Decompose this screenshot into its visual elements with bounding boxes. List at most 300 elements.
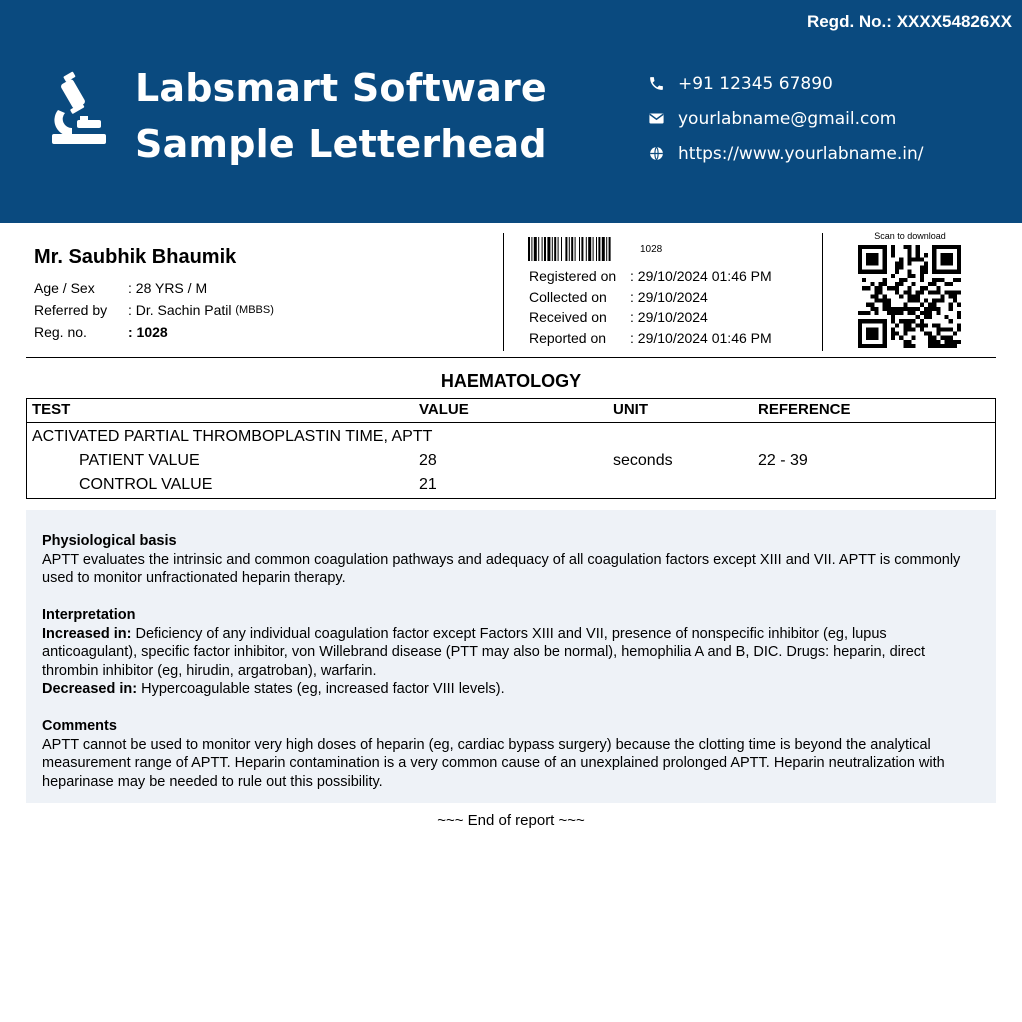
- qr-module: [899, 319, 903, 323]
- row-reference: 22 - 39: [758, 452, 808, 469]
- qr-module: [887, 303, 891, 307]
- qr-module: [907, 323, 911, 327]
- decreased-text: Hypercoagulable states (eg, increased factor VIII levels).: [137, 681, 505, 697]
- qr-module: [907, 344, 911, 348]
- qr-module: [899, 307, 903, 311]
- qr-module: [903, 327, 907, 331]
- qr-module: [907, 286, 911, 290]
- collected-label: Collected on: [529, 288, 607, 305]
- qr-module: [949, 290, 953, 294]
- age-sex-label: Age / Sex: [34, 280, 95, 296]
- qr-module: [936, 340, 940, 344]
- reg-row: [34, 321, 274, 343]
- qr-module: [903, 344, 907, 348]
- qr-module: [862, 311, 866, 315]
- qr-module: [903, 319, 907, 323]
- qr-module: [949, 319, 953, 323]
- qr-module: [874, 311, 878, 315]
- qr-module: [920, 257, 924, 261]
- qr-module: [949, 282, 953, 286]
- qr-module: [945, 336, 949, 340]
- qr-module: [907, 307, 911, 311]
- qr-module: [895, 323, 899, 327]
- qr-module: [953, 299, 957, 303]
- registered-value: : 29/10/2024 01:46 PM: [630, 268, 772, 285]
- qr-module: [912, 257, 916, 261]
- qr-module: [916, 315, 920, 319]
- barcode-bar: [579, 237, 580, 261]
- qr-module: [891, 315, 895, 319]
- increased-label: Increased in:: [42, 625, 132, 642]
- qr-module: [891, 336, 895, 340]
- qr-module: [932, 303, 936, 307]
- qr-module: [920, 290, 924, 294]
- qr-module: [903, 290, 907, 294]
- barcode-bar: [561, 237, 562, 261]
- referred-label: Referred by: [34, 302, 108, 318]
- qr-module: [945, 327, 949, 331]
- qr-finder: [866, 327, 878, 339]
- qr-module: [940, 336, 944, 340]
- qr-module: [920, 278, 924, 282]
- referred-degree: (MBBS): [235, 304, 274, 316]
- qr-module: [895, 290, 899, 294]
- qr-module: [936, 290, 940, 294]
- barcode-bar: [586, 237, 587, 261]
- row-test: PATIENT VALUE: [79, 452, 200, 469]
- qr-module: [883, 294, 887, 298]
- qr-module: [928, 340, 932, 344]
- qr-module: [907, 299, 911, 303]
- increased-text: Deficiency of any individual coagulation factor except Factors XIII and VII, presence of nonspecific inhibitor (eg, lupus anticoagulant), specific factor inhibitor, von Willebrand disease (PTT may also be normal), hemophilia A and B, DIC. Drugs: heparin, direct thrombin inhibitor (eg, hirudin, argatroban), warfarin.: [42, 625, 926, 679]
- qr-module: [903, 332, 907, 336]
- received-value: : 29/10/2024: [630, 309, 708, 326]
- barcode-bar: [528, 237, 530, 261]
- qr-module: [932, 278, 936, 282]
- qr-module: [928, 311, 932, 315]
- barcode-bar: [558, 237, 559, 261]
- qr-module: [928, 307, 932, 311]
- barcode-bar: [593, 237, 594, 261]
- qr-module: [899, 261, 903, 265]
- qr-module: [924, 266, 928, 270]
- qr-code-image[interactable]: [858, 245, 961, 348]
- qr-module: [907, 261, 911, 265]
- qr-module: [928, 336, 932, 340]
- qr-finder: [932, 270, 961, 274]
- qr-module: [949, 307, 953, 311]
- qr-module: [916, 253, 920, 257]
- report-dates: [529, 266, 772, 348]
- qr-module: [953, 278, 957, 282]
- qr-module: [945, 315, 949, 319]
- registered-row: [529, 266, 772, 287]
- registered-label: Registered on: [529, 268, 617, 285]
- qr-module: [903, 340, 907, 344]
- qr-module: [883, 307, 887, 311]
- barcode-bar: [598, 237, 600, 261]
- test-group-name: ACTIVATED PARTIAL THROMBOPLASTIN TIME, APTT: [32, 428, 433, 445]
- microscope-icon: [50, 70, 108, 146]
- qr-module: [957, 340, 961, 344]
- qr-module: [879, 282, 883, 286]
- barcode-bar: [534, 237, 537, 261]
- barcode-bar: [571, 237, 573, 261]
- qr-module: [895, 266, 899, 270]
- qr-module: [912, 282, 916, 286]
- qr-module: [957, 278, 961, 282]
- qr-finder: [940, 253, 952, 265]
- increased-paragraph: [42, 625, 980, 681]
- contact-phone: [648, 66, 924, 101]
- reported-value: : 29/10/2024 01:46 PM: [630, 329, 772, 346]
- collected-value: : 29/10/2024: [630, 288, 708, 305]
- contact-website: [648, 136, 924, 171]
- lab-title: [135, 60, 547, 172]
- qr-module: [891, 327, 895, 331]
- qr-module: [907, 311, 911, 315]
- qr-module: [920, 303, 924, 307]
- qr-module: [940, 327, 944, 331]
- qr-module: [912, 327, 916, 331]
- qr-module: [924, 307, 928, 311]
- referred-value: : Dr. Sachin Patil: [128, 302, 232, 318]
- qr-module: [924, 323, 928, 327]
- qr-module: [895, 261, 899, 265]
- qr-module: [932, 307, 936, 311]
- qr-module: [912, 319, 916, 323]
- barcode-bar: [602, 237, 605, 261]
- contact-info: [648, 66, 924, 171]
- qr-module: [916, 307, 920, 311]
- qr-module: [920, 327, 924, 331]
- qr-module: [903, 278, 907, 282]
- barcode-bar: [547, 237, 550, 261]
- qr-module: [949, 336, 953, 340]
- decreased-paragraph: [42, 680, 980, 699]
- qr-module: [895, 270, 899, 274]
- qr-module: [891, 249, 895, 253]
- decreased-label: Decreased in:: [42, 681, 138, 697]
- results-table: [26, 398, 996, 499]
- reg-label: Reg. no.: [34, 324, 87, 340]
- qr-module: [866, 286, 870, 290]
- qr-module: [912, 299, 916, 303]
- received-label: Received on: [529, 309, 607, 326]
- qr-module: [949, 344, 953, 348]
- barcode-bar: [581, 237, 583, 261]
- qr-module: [916, 249, 920, 253]
- qr-finder: [858, 319, 862, 348]
- qr-finder: [858, 319, 887, 323]
- qr-module: [862, 278, 866, 282]
- qr-module: [887, 307, 891, 311]
- letterhead-header: [0, 0, 1022, 223]
- qr-module: [899, 336, 903, 340]
- qr-module: [928, 290, 932, 294]
- qr-module: [887, 286, 891, 290]
- row-test: CONTROL VALUE: [79, 476, 213, 493]
- age-sex-value: : 28 YRS / M: [128, 280, 208, 296]
- qr-module: [891, 332, 895, 336]
- qr-module: [907, 319, 911, 323]
- qr-module: [874, 294, 878, 298]
- qr-module: [949, 327, 953, 331]
- qr-module: [912, 344, 916, 348]
- qr-module: [912, 336, 916, 340]
- qr-module: [920, 286, 924, 290]
- barcode-bar: [554, 237, 556, 261]
- qr-module: [895, 311, 899, 315]
- qr-module: [957, 303, 961, 307]
- qr-module: [916, 299, 920, 303]
- qr-module: [920, 266, 924, 270]
- qr-module: [907, 327, 911, 331]
- qr-finder: [883, 319, 887, 348]
- barcode-bar: [538, 237, 539, 261]
- qr-module: [936, 299, 940, 303]
- comments-heading: Comments: [42, 718, 117, 734]
- qr-module: [907, 270, 911, 274]
- header-unit: UNIT: [613, 401, 648, 418]
- qr-module: [945, 282, 949, 286]
- qr-module: [907, 249, 911, 253]
- qr-module: [874, 286, 878, 290]
- qr-module: [870, 282, 874, 286]
- qr-module: [870, 307, 874, 311]
- qr-finder: [957, 245, 961, 274]
- qr-module: [932, 336, 936, 340]
- qr-module: [924, 311, 928, 315]
- qr-module: [957, 290, 961, 294]
- qr-module: [957, 311, 961, 315]
- qr-module: [899, 266, 903, 270]
- interpretation-heading: Interpretation: [42, 607, 136, 623]
- qr-module: [936, 327, 940, 331]
- qr-module: [907, 290, 911, 294]
- registration-number: [807, 12, 1012, 32]
- collected-row: [529, 287, 772, 308]
- regd-value: XXXX54826XX: [896, 12, 1012, 31]
- qr-module: [924, 270, 928, 274]
- row-value: 28: [419, 452, 437, 469]
- patient-details: [34, 246, 274, 343]
- qr-module: [916, 294, 920, 298]
- header-value: VALUE: [419, 401, 469, 418]
- qr-module: [957, 327, 961, 331]
- qr-module: [953, 344, 957, 348]
- qr-module: [899, 278, 903, 282]
- qr-module: [899, 311, 903, 315]
- qr-module: [928, 282, 932, 286]
- qr-module: [928, 344, 932, 348]
- qr-module: [953, 294, 957, 298]
- section-title: HAEMATOLOGY: [440, 371, 582, 391]
- qr-module: [957, 323, 961, 327]
- qr-module: [924, 315, 928, 319]
- qr-finder: [932, 245, 961, 249]
- qr-module: [899, 282, 903, 286]
- phone-text[interactable]: +91 12345 67890: [678, 73, 833, 94]
- email-text[interactable]: yourlabname@gmail.com: [678, 108, 897, 129]
- qr-module: [932, 299, 936, 303]
- qr-module: [899, 257, 903, 261]
- qr-module: [870, 294, 874, 298]
- barcode-bar: [609, 237, 611, 261]
- qr-module: [874, 307, 878, 311]
- received-row: [529, 307, 772, 328]
- qr-module: [920, 270, 924, 274]
- qr-module: [924, 299, 928, 303]
- qr-module: [920, 319, 924, 323]
- barcode-bar: [569, 237, 570, 261]
- barcode-bar: [565, 237, 567, 261]
- qr-module: [891, 319, 895, 323]
- row-value: 21: [419, 476, 437, 493]
- barcode-bar: [552, 237, 553, 261]
- qr-module: [924, 286, 928, 290]
- qr-module: [916, 257, 920, 261]
- qr-module: [932, 344, 936, 348]
- qr-module: [916, 290, 920, 294]
- qr-finder: [883, 245, 887, 274]
- end-of-report: ~~~ End of report ~~~: [437, 812, 585, 829]
- basis-heading: Physiological basis: [42, 533, 177, 549]
- qr-module: [907, 340, 911, 344]
- qr-module: [940, 294, 944, 298]
- header-reference: REFERENCE: [758, 401, 851, 418]
- qr-module: [928, 315, 932, 319]
- qr-module: [879, 286, 883, 290]
- qr-module: [891, 274, 895, 278]
- qr-finder: [858, 245, 862, 274]
- regd-label: Regd. No.:: [806, 12, 892, 31]
- qr-module: [903, 307, 907, 311]
- qr-module: [920, 311, 924, 315]
- qr-module: [936, 311, 940, 315]
- reg-value: : 1028: [128, 324, 168, 340]
- qr-module: [883, 299, 887, 303]
- globe-icon: [648, 145, 665, 162]
- qr-module: [903, 303, 907, 307]
- qr-module: [907, 294, 911, 298]
- qr-module: [932, 340, 936, 344]
- qr-module: [936, 323, 940, 327]
- barcode-number: 1028: [640, 244, 663, 255]
- basis-text: APTT evaluates the intrinsic and common coagulation pathways and adequacy of all coagulation factors except XIII and VII. APTT is commonly used to monitor unfractionated heparin therapy.: [42, 551, 961, 586]
- qr-module: [874, 299, 878, 303]
- qr-module: [858, 311, 862, 315]
- qr-module: [870, 303, 874, 307]
- qr-module: [903, 323, 907, 327]
- qr-module: [953, 290, 957, 294]
- qr-module: [912, 294, 916, 298]
- qr-module: [949, 340, 953, 344]
- qr-module: [936, 332, 940, 336]
- barcode-bar: [588, 237, 591, 261]
- qr-module: [932, 282, 936, 286]
- barcode-image: [528, 237, 634, 261]
- qr-finder: [858, 344, 887, 348]
- table-header: [27, 399, 995, 423]
- qr-module: [895, 332, 899, 336]
- qr-module: [883, 278, 887, 282]
- qr-module: [940, 344, 944, 348]
- website-text[interactable]: https://www.yourlabname.in/: [678, 143, 924, 164]
- qr-module: [928, 303, 932, 307]
- qr-module: [920, 274, 924, 278]
- qr-module: [879, 290, 883, 294]
- qr-module: [936, 278, 940, 282]
- qr-module: [891, 245, 895, 249]
- qr-module: [887, 311, 891, 315]
- qr-module: [887, 299, 891, 303]
- qr-module: [899, 294, 903, 298]
- barcode-bar: [606, 237, 607, 261]
- qr-module: [903, 245, 907, 249]
- qr-module: [891, 307, 895, 311]
- qr-module: [945, 344, 949, 348]
- qr-module: [891, 253, 895, 257]
- barcode-bar: [575, 237, 576, 261]
- qr-module: [940, 278, 944, 282]
- qr-module: [907, 245, 911, 249]
- envelope-icon: [648, 110, 665, 127]
- qr-finder: [858, 245, 887, 249]
- referred-row: [34, 299, 274, 321]
- qr-finder: [858, 270, 887, 274]
- qr-module: [920, 323, 924, 327]
- qr-module: [907, 257, 911, 261]
- qr-module: [936, 344, 940, 348]
- title-line-1: Labsmart Software: [135, 66, 547, 110]
- qr-module: [891, 311, 895, 315]
- qr-module: [891, 286, 895, 290]
- qr-module: [932, 290, 936, 294]
- qr-module: [866, 303, 870, 307]
- qr-module: [916, 323, 920, 327]
- divider-horizontal: [26, 357, 996, 358]
- qr-module: [924, 253, 928, 257]
- qr-module: [895, 286, 899, 290]
- qr-module: [912, 311, 916, 315]
- barcode-bar: [544, 237, 546, 261]
- header-test: TEST: [32, 401, 71, 418]
- divider-vertical: [503, 233, 504, 351]
- interpretation-notes: [26, 510, 996, 803]
- qr-module: [895, 307, 899, 311]
- qr-module: [945, 340, 949, 344]
- qr-module: [957, 315, 961, 319]
- qr-module: [924, 261, 928, 265]
- qr-module: [883, 282, 887, 286]
- comments-text: APTT cannot be used to monitor very high doses of heparin (eg, cardiac bypass surgery) because the clotting time is beyond the analytical measurement range of APTT. Heparin contamination is a very common cause of an unexplained prolonged APTT. Heparin neutralization with heparinase may be needed to rule out this possibility.: [42, 736, 945, 790]
- qr-module: [949, 303, 953, 307]
- qr-module: [883, 303, 887, 307]
- qr-module: [924, 332, 928, 336]
- qr-module: [936, 286, 940, 290]
- row-unit: seconds: [613, 452, 673, 469]
- qr-module: [879, 299, 883, 303]
- qr-module: [866, 311, 870, 315]
- qr-module: [953, 332, 957, 336]
- qr-module: [936, 307, 940, 311]
- barcode-bar: [531, 237, 532, 261]
- qr-module: [912, 307, 916, 311]
- qr-module: [953, 340, 957, 344]
- qr-module: [907, 274, 911, 278]
- qr-module: [940, 299, 944, 303]
